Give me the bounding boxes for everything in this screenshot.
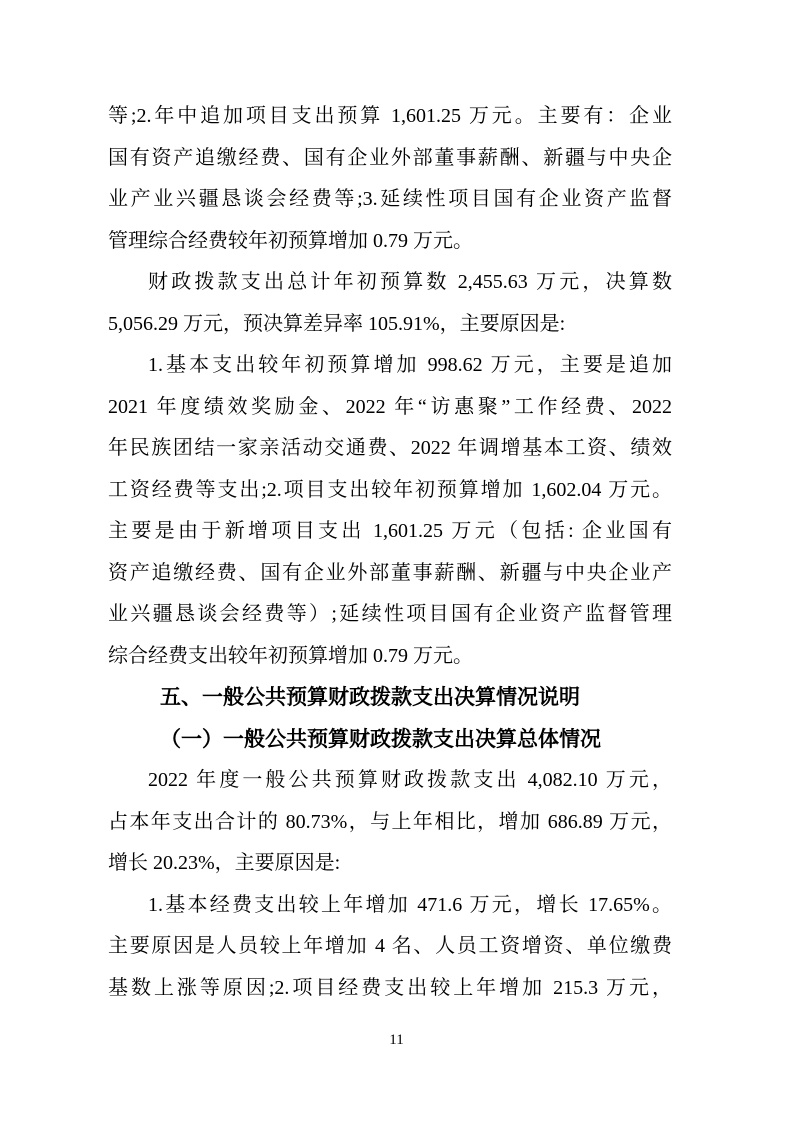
body-text-line: 等;2.年中追加项目支出预算 1,601.25 万元。主要有：企业 [108,105,672,127]
body-text-line: 年民族团结一家亲活动交通费、2022 年调增基本工资、绩效 [108,437,672,459]
body-text-line: 业产业兴疆恳谈会经费等;3.延续性项目国有企业资产监督 [108,188,672,210]
body-text-line: 主要是由于新增项目支出 1,601.25 万元（包括: 企业国有 [108,520,672,542]
body-text-line: 2021 年度绩效奖励金、2022 年“访惠聚”工作经费、2022 [108,395,672,418]
body-text-line: 主要原因是人员较上年增加 4 名、人员工资增资、单位缴费 [108,935,672,957]
body-text-line: 增长 20.23%，主要原因是: [108,852,341,874]
body-text-line: 国有资产追缴经费、国有企业外部董事薪酬、新疆与中央企 [108,146,672,169]
body-text-line: 2022 年度一般公共预算财政拨款支出 4,082.10 万元， [148,769,672,791]
body-text-line: 占本年支出合计的 80.73%，与上年相比，增加 686.89 万元， [108,810,672,833]
body-text-line: 综合经费支出较年初预算增加 0.79 万元。 [108,644,473,667]
body-text-line: 1.基本支出较年初预算增加 998.62 万元，主要是追加 [148,354,672,376]
body-text-line: 基数上涨等原因;2.项目经费支出较上年增加 215.3 万元， [108,976,672,999]
page-number: 11 [389,1032,404,1048]
body-text-line: 5,056.29 万元，预决算差异率 105.91%，主要原因是: [108,312,566,335]
body-text-line: 业兴疆恳谈会经费等）;延续性项目国有企业资产监督管理 [108,603,672,625]
body-text-line: 资产追缴经费、国有企业外部董事薪酬、新疆与中央企业产 [108,561,672,584]
subsection-heading: （一）一般公共预算财政拨款支出决算总体情况 [160,727,601,751]
body-text-line: 1.基本经费支出较上年增加 471.6 万元，增长 17.65%。 [148,893,672,916]
body-text-line: 工资经费等支出;2.项目支出较年初预算增加 1,602.04 万元。 [108,478,672,501]
section-heading: 五、一般公共预算财政拨款支出决算情况说明 [160,686,580,709]
body-text-line: 财政拨款支出总计年初预算数 2,455.63 万元，决算数 [148,271,672,293]
document-body [108,96,672,1009]
body-text-line: 管理综合经费较年初预算增加 0.79 万元。 [108,229,473,252]
